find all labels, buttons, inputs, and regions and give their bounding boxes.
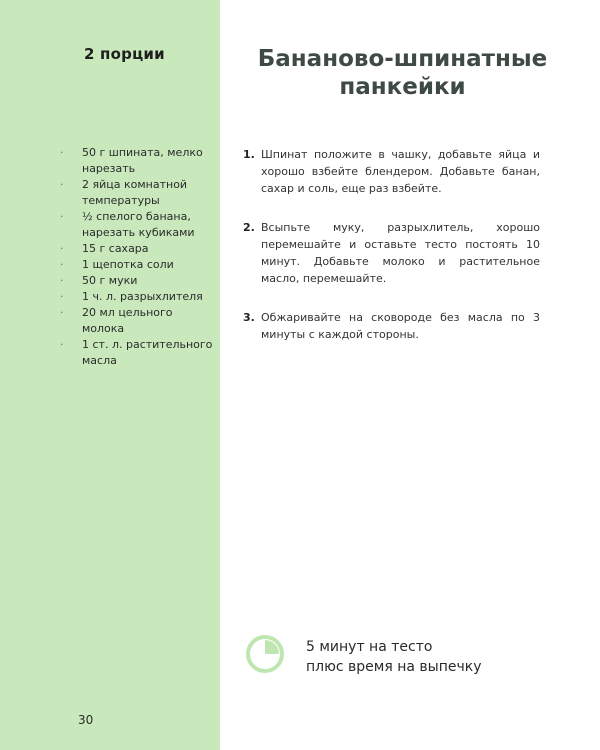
bullet-icon: · — [60, 274, 64, 287]
ingredient-item: · 2 яйца комнатной температуры — [60, 178, 188, 207]
bullet-icon: · — [60, 290, 64, 303]
ingredients-sidebar — [0, 0, 220, 750]
step-item — [243, 146, 540, 197]
bullet-icon: · — [60, 306, 64, 319]
recipe-title-line1: Бананово-шпинатные — [257, 46, 548, 72]
ingredient-item: · ½ спелого банана, нарезать кубиками — [60, 210, 195, 239]
timer-icon — [245, 634, 285, 674]
timer-caption — [306, 637, 482, 677]
bullet-icon: · — [60, 338, 64, 351]
instruction-steps — [243, 146, 540, 365]
servings-heading: 2 порции — [84, 45, 165, 63]
bullet-icon: · — [60, 258, 64, 271]
step-number: 1. — [243, 148, 255, 161]
timer-line2: плюс время на выпечку — [306, 659, 482, 675]
ingredient-item: · 1 ч. л. разрыхлителя — [60, 290, 203, 303]
recipe-title-line2: панкейки — [339, 74, 466, 100]
timer-line1: 5 минут на тесто — [306, 639, 433, 655]
step-text: Всыпьте муку, разрыхлитель, хорошо перемешайте и оставьте тесто постоять 10 минут. Добавьте молоко и растительное масло, перемешайте. — [261, 221, 540, 285]
step-item — [243, 219, 540, 287]
recipe-title — [235, 45, 570, 101]
step-text: Шпинат положите в чашку, добавьте яйца и хорошо взбейте блендером. Добавьте банан, сахар и соль, еще раз взбейте. — [261, 148, 540, 195]
page-number: 30 — [78, 713, 94, 727]
ingredient-item: · 20 мл цельного молока — [60, 306, 173, 335]
ingredient-item: · 1 щепотка соли — [60, 258, 174, 271]
step-item — [243, 309, 540, 343]
bullet-icon: · — [60, 178, 64, 191]
bullet-icon: · — [60, 210, 64, 223]
step-number: 2. — [243, 221, 255, 234]
step-text: Обжаривайте на сковороде без масла по 3 минуты с каждой стороны. — [261, 311, 540, 341]
ingredient-item: · 15 г сахара — [60, 242, 149, 255]
ingredient-item: · 50 г муки — [60, 274, 138, 287]
ingredient-item: · 1 ст. л. растительного масла — [60, 338, 213, 367]
bullet-icon: · — [60, 146, 64, 159]
ingredient-item: · 50 г шпината, мелко нарезать — [60, 146, 203, 175]
step-number: 3. — [243, 311, 255, 324]
ingredient-list — [60, 145, 218, 369]
bullet-icon: · — [60, 242, 64, 255]
